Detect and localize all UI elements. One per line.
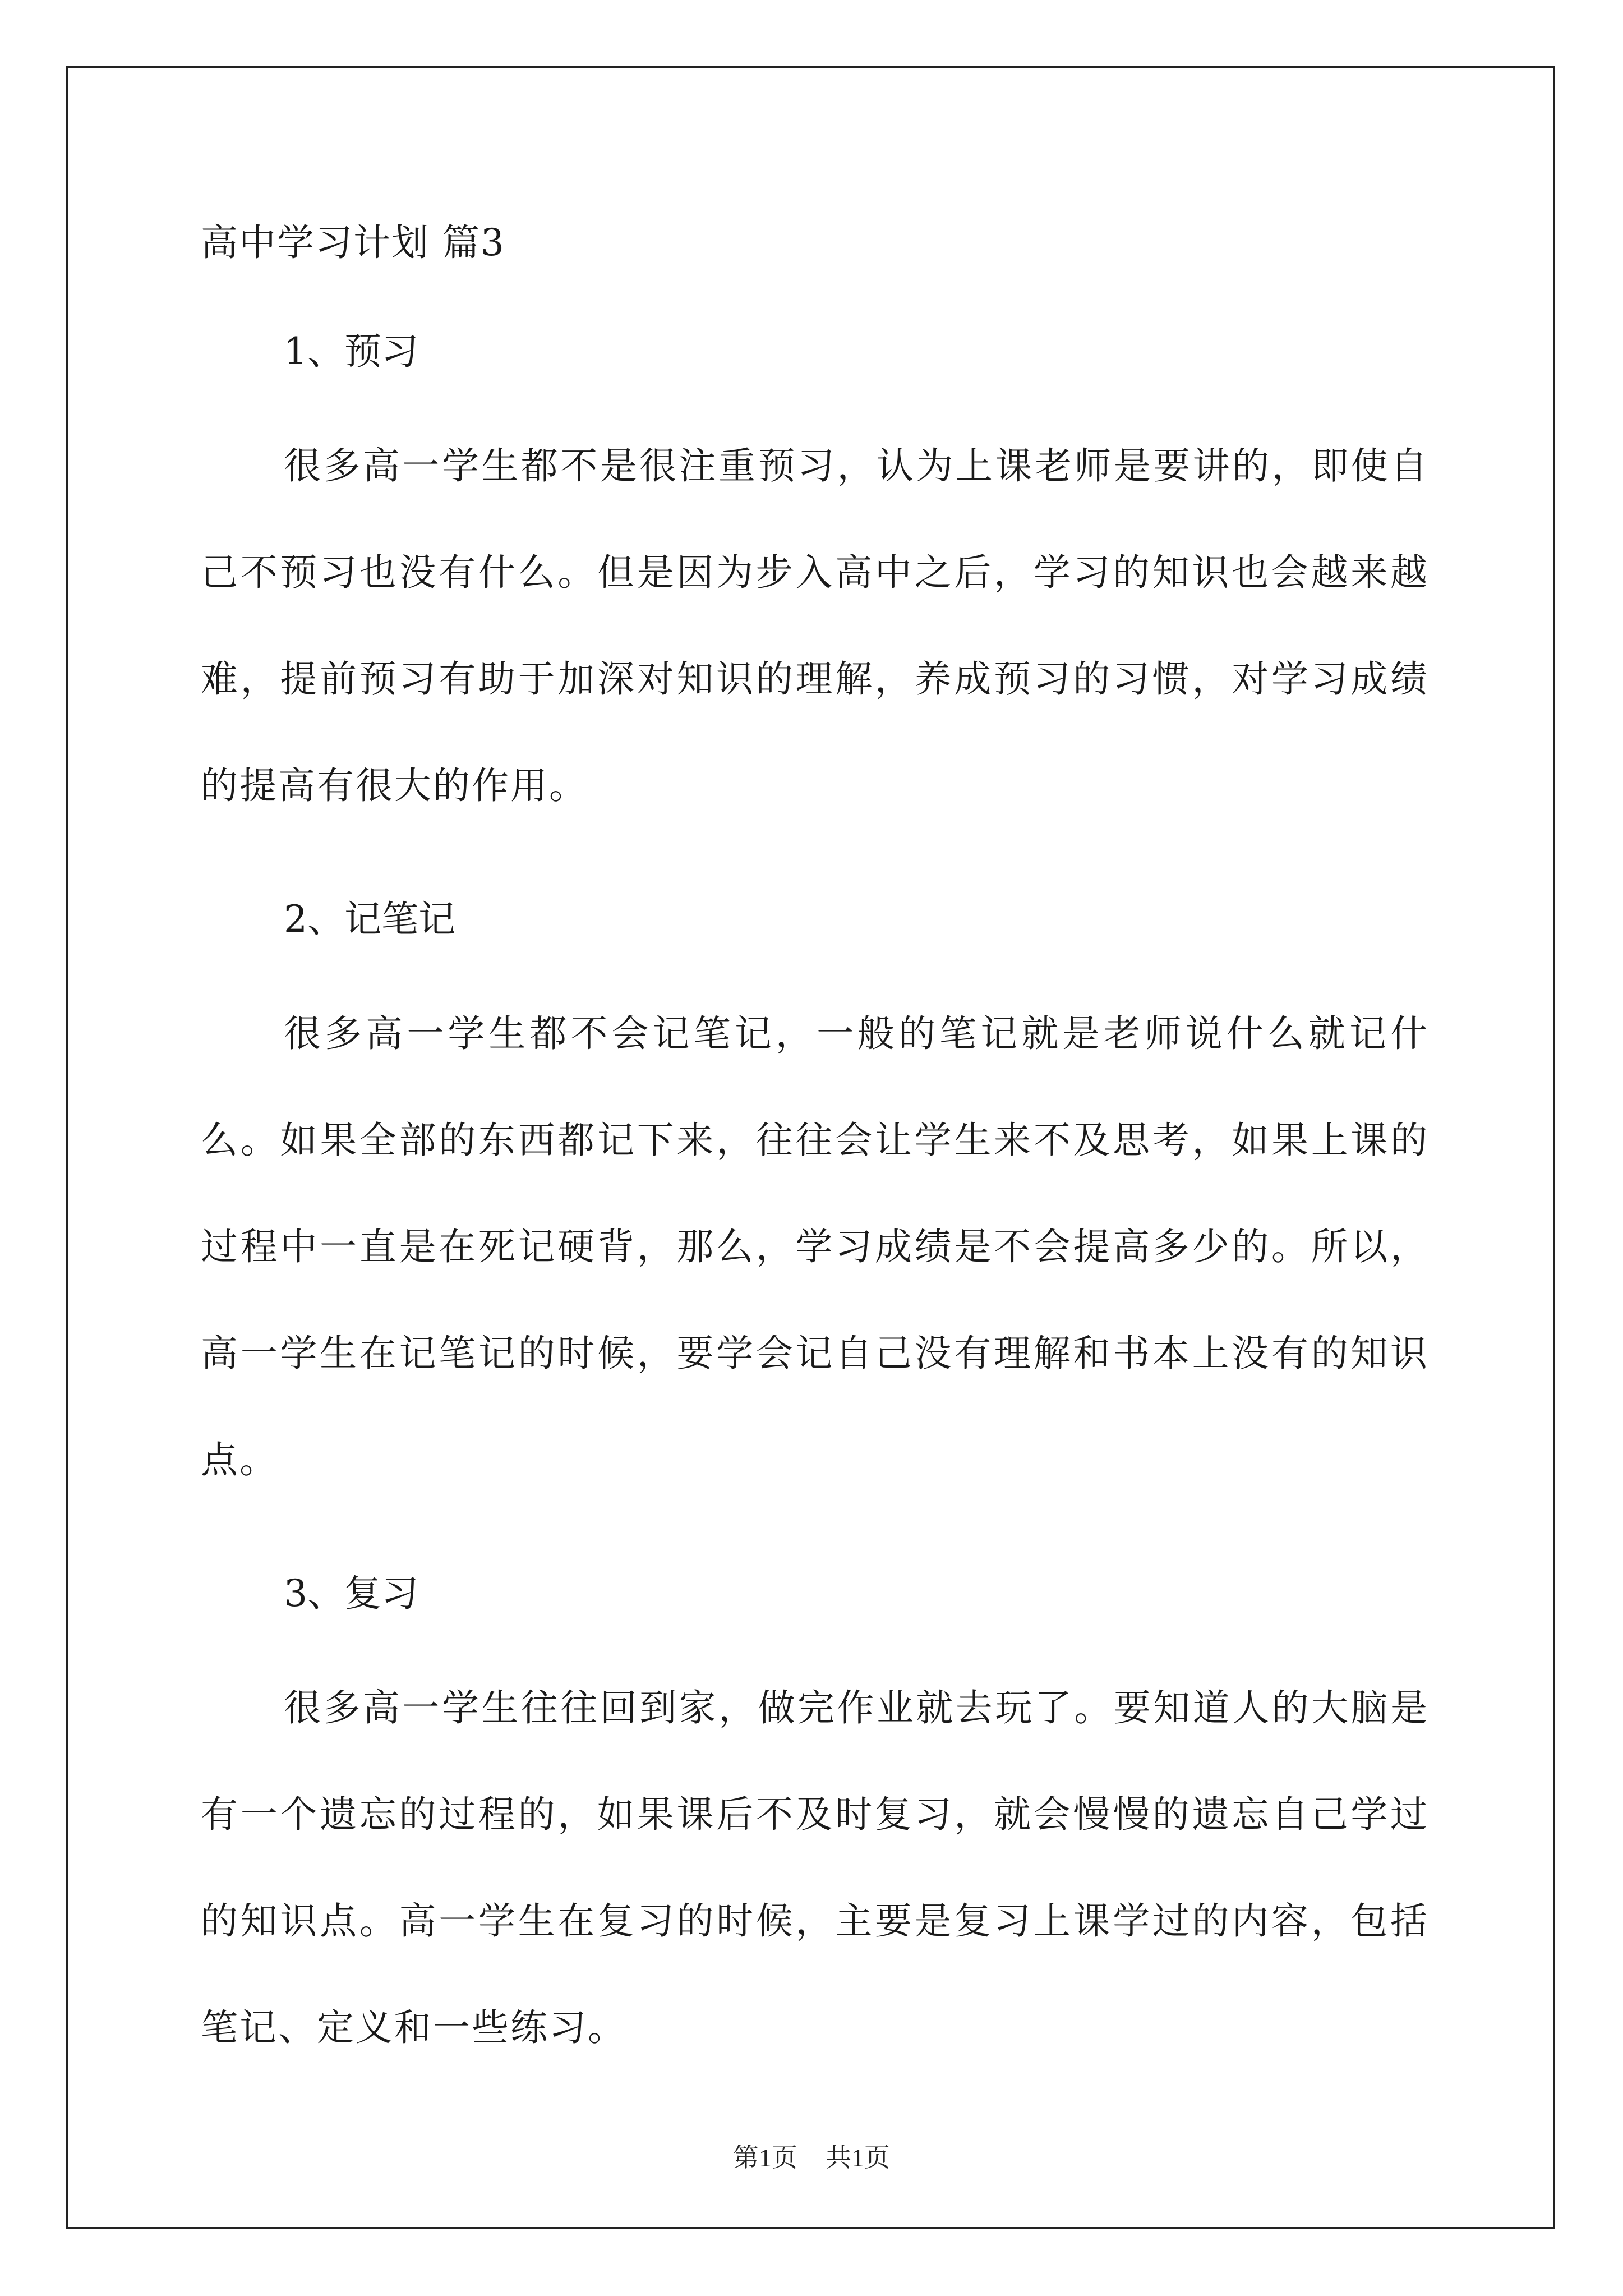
document-title: 高中学习计划 篇3 xyxy=(201,221,505,264)
page-number: 第1页 xyxy=(733,2143,797,2172)
section-paragraph: 很多高一学生都不是很注重预习，认为上课老师是要讲的，即使自己不预习也没有什么。但是因为步入高中之后，学习的知识也会越来越难，提前预习有助于加深对知识的理解，养成预习的习惯，对学习成绩的提高有很大的作用。 xyxy=(201,444,1429,807)
section-paragraph: 很多高一学生往往回到家，做完作业就去玩了。要知道人的大脑是有一个遗忘的过程的，如果课后不及时复习，就会慢慢的遗忘自己学过的知识点。高一学生在复习的时候，主要是复习上课学过的内容，包括笔记、定义和一些练习。 xyxy=(201,1686,1429,2049)
page-total: 共1页 xyxy=(826,2143,890,2172)
section-notes xyxy=(201,898,1429,1513)
section-heading: 3、复习 xyxy=(284,1572,418,1615)
section-review xyxy=(201,1572,1429,2081)
section-paragraph: 很多高一学生都不会记笔记，一般的笔记就是老师说什么就记什么。如果全部的东西都记下来，往往会让学生来不及思考，如果上课的过程中一直是在死记硬背，那么，学习成绩是不会提高多少的。所以，高一学生在记笔记的时候，要学会记自己没有理解和书本上没有的知识点。 xyxy=(201,1012,1429,1481)
section-heading: 1、预习 xyxy=(284,330,418,373)
section-heading: 2、记笔记 xyxy=(284,898,455,941)
page-footer xyxy=(0,2137,1623,2174)
document-body xyxy=(201,221,1429,2143)
section-preview xyxy=(201,330,1429,839)
